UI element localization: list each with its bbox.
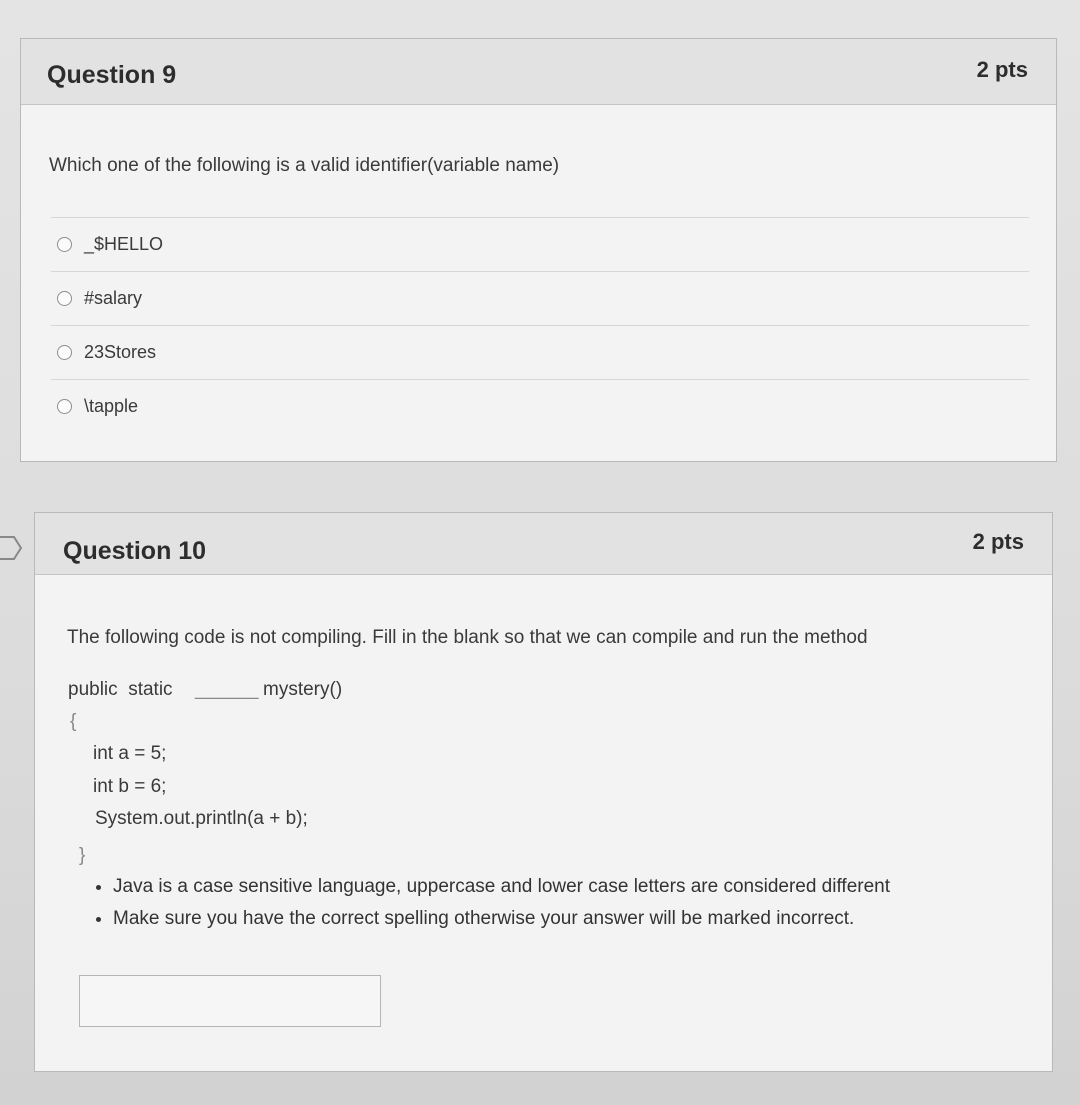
note-item: • Java is a case sensitive language, uppercase and lower case letters are considered different xyxy=(113,875,1013,899)
code-line: System.out.println(a + b); xyxy=(95,808,308,829)
code-close-brace: } xyxy=(79,845,86,866)
question-9-card xyxy=(20,38,1057,462)
answer-label: #salary xyxy=(84,288,143,308)
answer-label: 23Stores xyxy=(84,342,157,362)
question-10-title: Question 10 xyxy=(63,537,207,565)
answer-option[interactable] xyxy=(51,217,1029,271)
code-line: int b = 6; xyxy=(93,776,167,797)
code-blank: ______ xyxy=(195,679,259,700)
code-line: int a = 5; xyxy=(93,743,167,764)
answer-option[interactable] xyxy=(51,379,1029,433)
question-10-points: 2 pts xyxy=(972,529,1024,554)
radio-button-icon[interactable] xyxy=(57,291,72,306)
note-item: • Make sure you have the correct spelling otherwise your answer will be marked incorrect. xyxy=(113,907,1013,931)
code-signature-suffix: mystery() xyxy=(263,679,343,700)
question-10-header xyxy=(35,513,1052,575)
answer-option[interactable] xyxy=(51,325,1029,379)
answer-option[interactable] xyxy=(51,271,1029,325)
answer-label: \tapple xyxy=(84,396,139,416)
question-10-prompt: The following code is not compiling. Fill in the blank so that we can compile and run the method xyxy=(67,627,868,648)
code-open-brace: { xyxy=(70,711,77,732)
answer-input[interactable] xyxy=(79,975,381,1027)
question-10-notes xyxy=(89,875,1013,939)
radio-button-icon[interactable] xyxy=(57,345,72,360)
radio-button-icon[interactable] xyxy=(57,399,72,414)
question-flag-icon[interactable] xyxy=(0,535,22,561)
question-9-header xyxy=(21,39,1056,105)
question-9-prompt: Which one of the following is a valid identifier(variable name) xyxy=(49,155,560,176)
code-signature-prefix: public static xyxy=(68,679,173,700)
radio-button-icon[interactable] xyxy=(57,237,72,252)
question-9-points: 2 pts xyxy=(976,57,1028,82)
answer-label: _$HELLO xyxy=(84,234,164,254)
question-9-title: Question 9 xyxy=(47,61,177,89)
question-9-answers xyxy=(51,217,1029,433)
